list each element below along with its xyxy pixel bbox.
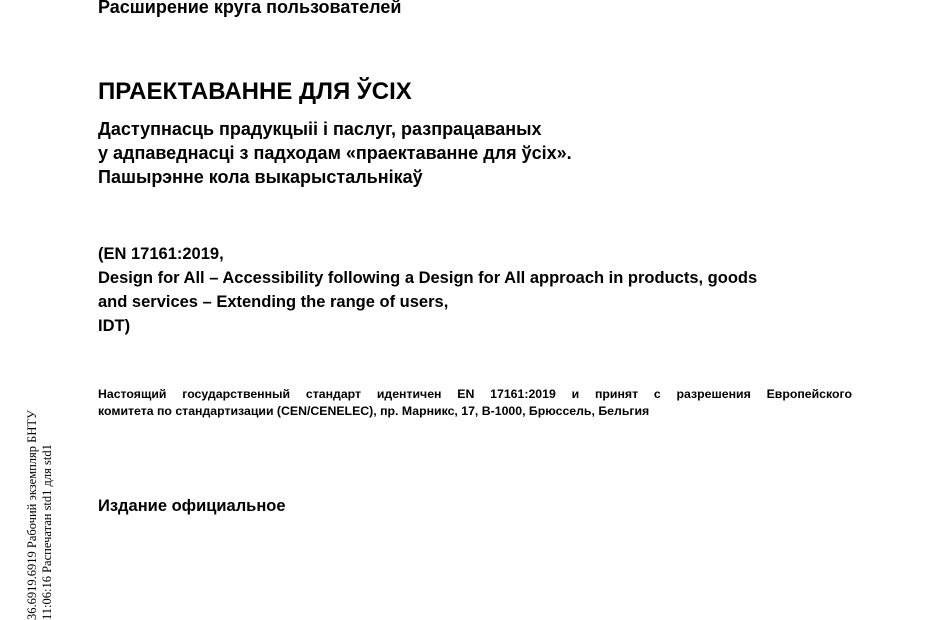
subtitle-line: Пашырэнне кола выкарыстальнікаў [98, 167, 423, 187]
note-line: комитета по стандартизации (CEN/CENELEC), пр. Марникс, 17, В-1000, Брюссель, Бельгия [98, 404, 650, 418]
document-subtitle [98, 117, 572, 189]
note-line: Настоящий государственный стандарт идентичен EN 17161:2019 и принят с разрешения Европейского [98, 387, 852, 401]
print-watermark [25, 410, 55, 620]
equivalence-line: and services – Extending the range of users, [98, 293, 449, 311]
equivalence-line: (EN 17161:2019, [98, 245, 224, 263]
adoption-note [98, 386, 852, 420]
edition-label: Издание официальное [98, 497, 286, 515]
subtitle-line: у адпаведнасці з падходам «праектаванне для ўсіх». [98, 143, 572, 163]
equivalence-reference [98, 242, 757, 338]
equivalence-line: Design for All – Accessibility following a Design for All approach in products, goods [98, 269, 758, 287]
watermark-line: 36.6919.6919 Рабочий экземпляр БНТУ [25, 410, 39, 620]
subtitle-line: Даступнасць прадукцыіі і паслуг, разпрацаваных [98, 119, 542, 139]
watermark-line: 11:06:16 Распечатан std1 для std1 [40, 444, 54, 620]
equivalence-line: IDT) [98, 317, 131, 335]
document-title: ПРАЕКТАВАННЕ ДЛЯ ЎСІХ [98, 78, 412, 105]
header-line: Расширение круга пользователей [98, 0, 402, 17]
